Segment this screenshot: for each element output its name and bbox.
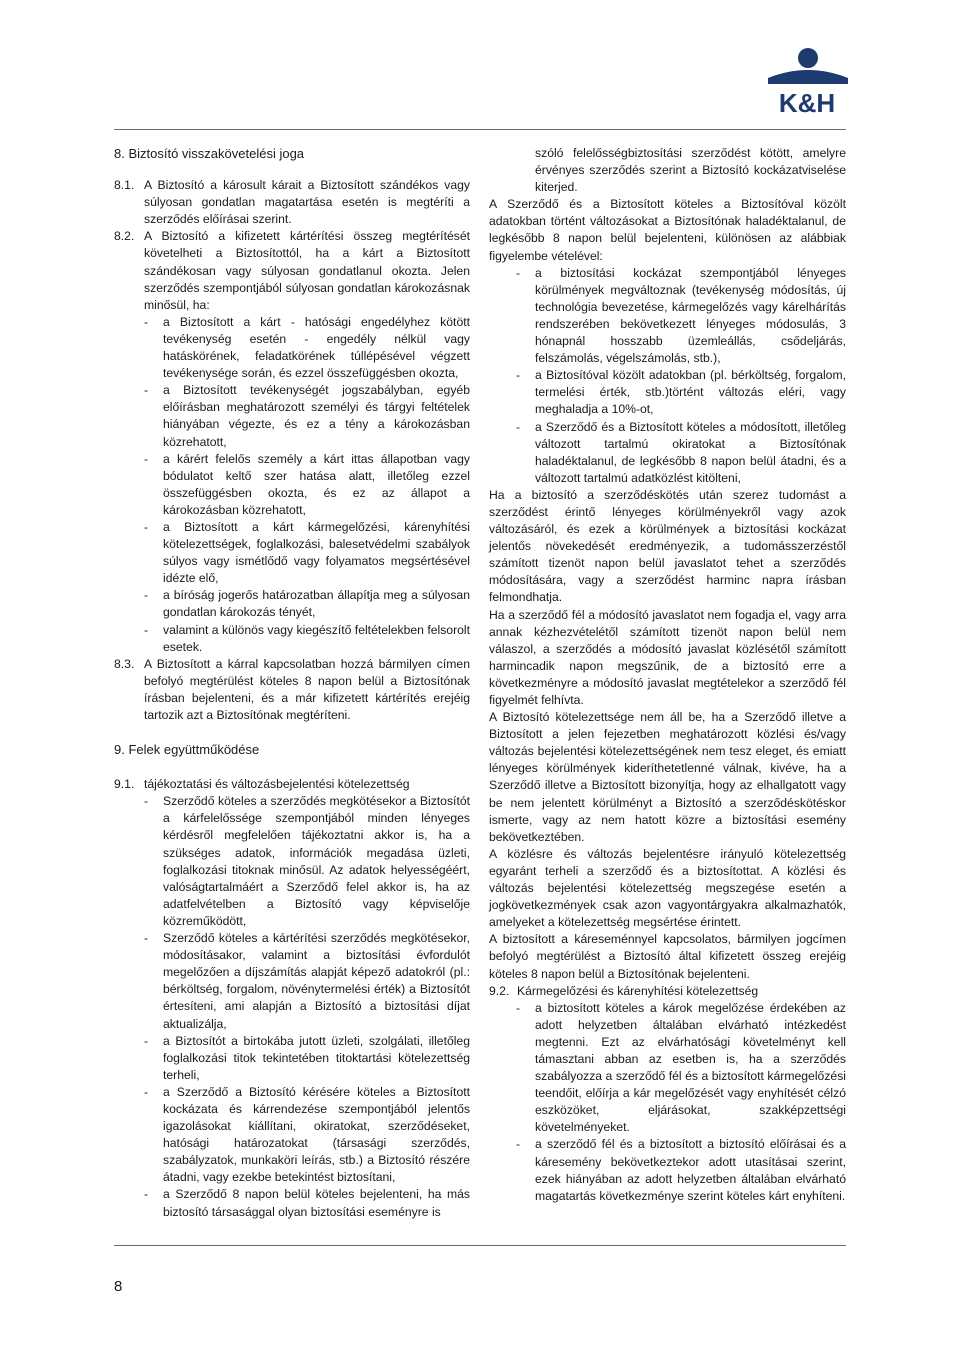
logo-head-icon bbox=[798, 48, 818, 68]
header-rule bbox=[114, 129, 846, 130]
clause-9-1-list bbox=[114, 793, 470, 1220]
change-list bbox=[489, 265, 846, 487]
clause-9-2: 9.2. Kármegelőzési és kárenyhítési kötelezettség bbox=[489, 983, 759, 998]
kh-logo bbox=[764, 46, 850, 116]
paragraph: A Biztosító kötelezettsége nem áll be, ha a Szerződő illetve a Biztosított a jelen fejezetben meghatározott közlési és/vagy változás bejelentési kötelezettségének nem tesz eleget, és emiatt lényeges körülmények kideríthetetlenné válnak, kivéve, ha a Szerződő illetve a Biztosított bizonyítja, hogy az elhallgatott vagy be nem jelentett körülményt a Biztosító a szerződéskötéskor ismerte, vagy az nem hatott közre a biztosítási esemény bekövetkeztében. bbox=[489, 710, 846, 844]
paragraph: A biztosított a káreseménnyel kapcsolatos, bármilyen jogcímen befolyó megtérülést a Biztosító által kifizetett összeg erejéig köteles 8 napon belül a Biztosítónak bejelenteni. bbox=[489, 932, 846, 981]
list-item: - valamint a különös vagy kiegészítő feltételekben felsorolt esetek. bbox=[144, 622, 470, 654]
list-item: - a kárért felelős személy a kárt ittas állapotban vagy bódulatot keltő szer hatása alatt, illetőleg ezzel összefüggésben okozta, és ez az állapot a károkozásban közrehatott, bbox=[144, 451, 470, 517]
list-item: - Szerződő köteles a szerződés megkötésekor a Biztosítót a kárfelelőssége szempontjából minden lényeges kérdésről megfelelően tájékoztatni akkor is, ha a szükséges adatok, információk megadása üzleti, foglalkozási titoknak minősül. Az adatok helyességéért, valóságtartalmáért a Szerződő felel akkor is, ha az adatfelvételben a Biztosító vagy képviselője közreműködött, bbox=[144, 794, 470, 928]
page-number: 8 bbox=[114, 1278, 123, 1295]
section-9-title: 9. Felek együttműködése bbox=[114, 742, 260, 758]
list-item: - a biztosított köteles a károk megelőzése érdekében az adott helyzetben általában elvárható intézkedést megtenni. Ezt az elvárhatósági követelményt kell támasztani abban az esetben is, ha a szerződés szabályozza a szerződő fél és a biztosított kármegelőzési teendőit, előírja a kár megelőzését vagy enyhítését célzó eszközöket, eljárásokat, szakképzettségi követelményeket. bbox=[516, 1000, 846, 1135]
list-item: - a szerződő fél és a biztosított a biztosító előírásai és a káresemény bekövetkeztekor adott utasításai szerint, ezek hiányában az adott helyzetben általában elvárható magatartás következménye szerint köteles kárt enyhíteni. bbox=[516, 1137, 846, 1203]
clause-8-2: 8.2. A Biztosító a kifizetett kártérítési összeg megtérítését követelheti a Biztosítottól, ha a kárt a Biztosított szándékosan vagy súlyosan gondatlanul okozta. Jelen szerződés szempontjából súlyosan gondatlan károkozásnak minősül, ha: bbox=[114, 229, 470, 312]
list-item: - a bíróság jogerős határozatban állapítja meg a súlyosan gondatlan károkozás tényét, bbox=[144, 588, 470, 620]
paragraph: A Szerződő és a Biztosított köteles a Biztosítóval közölt adatokban történt változásokat a Biztosítónak haladéktalanul, de legkésőbb 8 napon belül bejelenteni, különösen az alábbiak figyelembe vételével: bbox=[489, 197, 846, 263]
clause-9-1: 9.1. tájékoztatási és változásbejelentési kötelezettség bbox=[114, 777, 410, 792]
logo-arch-icon bbox=[768, 70, 848, 84]
list-item: - a biztosítási kockázat szempontjából lényeges körülmények megváltoznak (tevékenység módosítás, új technológia bevezetése, kármegelőzés vagy kárelhárítás rendszerében bekövetkezett lényeges módosulás, 3 hónapnál hosszabb üzemleállás, csődeljárás, felszámolás, végelszámolás, stb.), bbox=[516, 265, 846, 366]
continued-item: szóló felelősségbiztosítási szerződést kötött, amelyre érvényes szerződés szerint a Biztosító kockázatviselése kiterjed. bbox=[535, 146, 846, 195]
list-item: - a Biztosított a kárt - hatósági engedélyhez kötött tevékenység esetén - engedély nélkül vagy hatáskörének, feladatkörének túllépésével végzett tevékenysége során, és ezzel összefüggésben okozta, bbox=[144, 314, 470, 381]
list-item: - Szerződő köteles a kártérítési szerződés megkötésekor, módosításakor, valamint a biztosítási évfordulót megelőzően a díjszámítás alapját képező adatokról (pl.: bérköltség, forgalom, növénytermelési érték) a Biztosítót értesíteni, ami alapján a Biztosító a biztosítási díjat aktualizálja, bbox=[144, 931, 470, 1031]
logo-wordmark: K&H bbox=[778, 88, 836, 116]
list-item: - a Biztosítót a birtokába jutott üzleti, szolgálati, illetőleg foglalkozási titok tekintetében titoktartási kötelezettség terheli, bbox=[144, 1033, 470, 1082]
right-column bbox=[489, 145, 846, 1205]
clause-8-1: 8.1. A Biztosító a károsult kárait a Biztosított szándékos vagy súlyosan gondatlan magatartása esetén is megtéríti a szerződés előírásai szerint. bbox=[114, 178, 470, 227]
paragraph: Ha a szerződő fél a módosító javaslatot nem fogadja el, vagy arra annak kézhezvételétől számított tizenöt napon belül nem válaszol, a szerződés a módosító javaslat közlésétől számított harmincadik napon megszűnik, de a biztosító erre a következményre a módosító javaslat megtételekor a szerződő fél figyelmét felhívta. bbox=[489, 607, 846, 707]
list-item: - a Biztosítóval közölt adatokban (pl. bérköltség, forgalom, termelési érték, stb.)történt változás eléri, vagy meghaladja a 10%-ot, bbox=[516, 368, 846, 417]
left-column bbox=[114, 145, 470, 1221]
list-item: - a Szerződő 8 napon belül köteles bejelenteni, ha más biztosító társasággal olyan biztosítási eseményre is bbox=[144, 1187, 470, 1219]
footer-rule bbox=[114, 1245, 846, 1246]
clause-8-3: 8.3. A Biztosított a kárral kapcsolatban hozzá bármilyen címen befolyó megtérülést köteles 8 napon belül a Biztosítónak írásban bejelenteni, és a már kifizetett kártérítés erejéig tartozik azt a Biztosítónak megtéríteni. bbox=[114, 656, 470, 722]
clause-9-2-list bbox=[489, 1000, 846, 1205]
list-item: - a Szerződő a Biztosító kérésére köteles a Biztosított kockázata és kárrendezése szempontjából jelentős igazolásokat kiállítani, okiratokat, szerződéseket, hatósági határozatokat (társasági szerződés, szabályzatok, munkaköri leírás, stb.) a Biztosító részére átadni, vagy ezekbe betekintést biztosítani, bbox=[144, 1084, 470, 1185]
section-8-title: 8. Biztosító visszakövetelési joga bbox=[114, 146, 305, 161]
paragraph: Ha a biztosító a szerződéskötés után szerez tudomást a szerződést érintő lényeges körülményekről vagy azok változásáról, és ezek a körülmények a biztosítási kockázat jelentős növekedését eredményezik, a tudomásszerzéstől számított tizenöt napon belül javaslatot tehet a szerződés módosítására, vagy a szerződést harminc napra írásban felmondhatja. bbox=[489, 487, 846, 605]
clause-8-2-list bbox=[114, 314, 470, 656]
paragraph: A közlésre és változás bejelentésre irányuló kötelezettség egyaránt terheli a szerződő és a biztosítottat. A közlési és változás bejelentési kötelezettség megszegése esetén a jogkövetkezmények csak azon vagyontárgyakra alkalmazhatók, amelyeket a kötelezettség megsértése érintett. bbox=[489, 846, 846, 930]
list-item: - a Biztosított tevékenységét jogszabályban, egyéb előírásban meghatározott személyi és tárgyi feltételek hiányában végezte, és ez a tény a károkozásban közrehatott, bbox=[144, 383, 470, 449]
list-item: - a Biztosított a kárt kármegelőzési, kárenyhítési kötelezettségek, foglalkozási, balesetvédelmi szabályok súlyos vagy ismétlődő vagy folyamatos megsértésével idézte elő, bbox=[144, 519, 470, 586]
list-item: - a Szerződő és a Biztosított köteles a módosított, illetőleg változott tartalmú okiratokat a Biztosítónak haladéktalanul, de legkésőbb 8 napon belül átadni, és a változott tartalmú adatközlést kitölteni, bbox=[516, 419, 846, 485]
